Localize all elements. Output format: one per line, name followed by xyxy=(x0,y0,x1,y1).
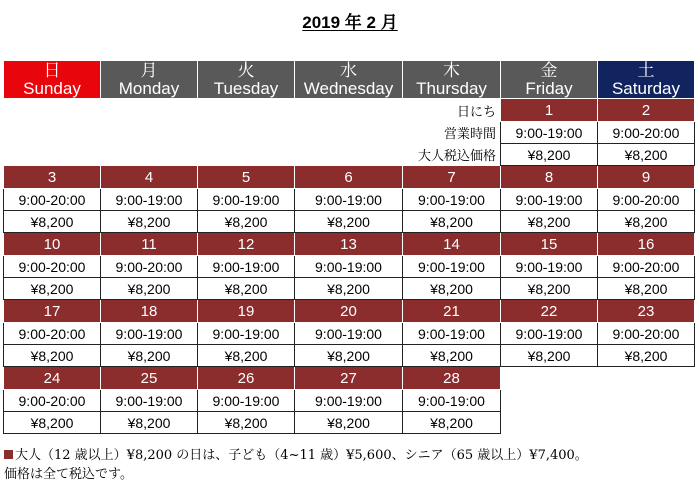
date-cell: 28 xyxy=(403,367,501,390)
hours-cell: 9:00-19:00 xyxy=(101,323,198,345)
date-cell: 21 xyxy=(403,300,501,323)
empty-cell xyxy=(598,390,695,412)
hours-cell: 9:00-19:00 xyxy=(101,189,198,211)
hours-cell: 9:00-19:00 xyxy=(501,122,598,144)
date-cell: 1 xyxy=(501,99,598,122)
price-cell: ¥8,200 xyxy=(4,278,101,300)
week-2-price-row xyxy=(4,278,695,300)
week-4-date-row xyxy=(4,367,695,390)
price-cell: ¥8,200 xyxy=(501,211,598,233)
hours-cell: 9:00-19:00 xyxy=(198,256,295,278)
price-cell: ¥8,200 xyxy=(598,144,695,166)
price-cell: ¥8,200 xyxy=(295,412,403,434)
date-cell: 6 xyxy=(295,166,403,189)
date-cell: 23 xyxy=(598,300,695,323)
price-cell: ¥8,200 xyxy=(295,278,403,300)
header-monday: 月 Monday xyxy=(101,61,198,99)
header-tuesday: 火 Tuesday xyxy=(198,61,295,99)
empty-cell xyxy=(501,390,598,412)
date-cell: 8 xyxy=(501,166,598,189)
hours-cell: 9:00-20:00 xyxy=(4,256,101,278)
price-cell: ¥8,200 xyxy=(4,345,101,367)
hours-cell: 9:00-20:00 xyxy=(101,256,198,278)
date-cell: 13 xyxy=(295,233,403,256)
empty-cell xyxy=(598,412,695,434)
footnote xyxy=(4,446,588,484)
hours-cell: 9:00-20:00 xyxy=(4,390,101,412)
price-cell: ¥8,200 xyxy=(4,211,101,233)
hours-cell: 9:00-19:00 xyxy=(403,323,501,345)
date-cell: 20 xyxy=(295,300,403,323)
hours-cell: 9:00-19:00 xyxy=(198,189,295,211)
hours-cell: 9:00-20:00 xyxy=(598,189,695,211)
price-cell: ¥8,200 xyxy=(4,412,101,434)
week-3-time-row xyxy=(4,323,695,345)
hours-cell: 9:00-20:00 xyxy=(598,256,695,278)
week-0-price-row xyxy=(4,144,695,166)
label-date: 日にち xyxy=(456,104,496,120)
empty-cell xyxy=(501,367,598,390)
header-thursday: 木 Thursday xyxy=(403,61,501,99)
header-saturday: 土 Saturday xyxy=(598,61,695,99)
hours-cell: 9:00-20:00 xyxy=(598,122,695,144)
label-hours: 営業時間 xyxy=(443,127,496,142)
week-0-hours-row xyxy=(4,122,695,144)
week-4-time-row xyxy=(4,390,695,412)
hours-cell: 9:00-19:00 xyxy=(198,323,295,345)
page-title xyxy=(0,8,700,33)
price-cell: ¥8,200 xyxy=(295,345,403,367)
week-3-price-row xyxy=(4,345,695,367)
date-cell: 4 xyxy=(101,166,198,189)
weekday-header-row xyxy=(4,61,695,99)
date-cell: 2 xyxy=(598,99,695,122)
price-cell: ¥8,200 xyxy=(501,345,598,367)
hours-cell: 9:00-19:00 xyxy=(295,390,403,412)
date-cell: 24 xyxy=(4,367,101,390)
week-1-price-row xyxy=(4,211,695,233)
calendar-table xyxy=(3,60,695,434)
week-4-price-row xyxy=(4,412,695,434)
date-cell: 16 xyxy=(598,233,695,256)
empty-cell xyxy=(501,412,598,434)
price-cell: ¥8,200 xyxy=(598,278,695,300)
hours-cell: 9:00-19:00 xyxy=(501,189,598,211)
hours-cell: 9:00-19:00 xyxy=(295,256,403,278)
header-sunday: 日 Sunday xyxy=(4,61,101,99)
hours-cell: 9:00-20:00 xyxy=(598,323,695,345)
hours-cell: 9:00-19:00 xyxy=(501,323,598,345)
price-cell: ¥8,200 xyxy=(403,345,501,367)
date-cell: 3 xyxy=(4,166,101,189)
date-cell: 5 xyxy=(198,166,295,189)
date-cell: 27 xyxy=(295,367,403,390)
date-cell: 18 xyxy=(101,300,198,323)
date-cell: 22 xyxy=(501,300,598,323)
date-cell: 11 xyxy=(101,233,198,256)
header-friday: 金 Friday xyxy=(501,61,598,99)
date-cell: 25 xyxy=(101,367,198,390)
date-cell: 9 xyxy=(598,166,695,189)
price-cell: ¥8,200 xyxy=(403,211,501,233)
price-cell: ¥8,200 xyxy=(101,211,198,233)
date-cell: 17 xyxy=(4,300,101,323)
date-cell: 14 xyxy=(403,233,501,256)
hours-cell: 9:00-19:00 xyxy=(295,323,403,345)
footnote-line-2: 価格は全て税込です。 xyxy=(4,467,133,482)
price-cell: ¥8,200 xyxy=(295,211,403,233)
date-cell: 10 xyxy=(4,233,101,256)
price-cell: ¥8,200 xyxy=(198,278,295,300)
hours-cell: 9:00-19:00 xyxy=(501,256,598,278)
price-cell: ¥8,200 xyxy=(101,278,198,300)
price-cell: ¥8,200 xyxy=(101,345,198,367)
hours-cell: 9:00-20:00 xyxy=(4,189,101,211)
hours-cell: 9:00-19:00 xyxy=(403,189,501,211)
price-cell: ¥8,200 xyxy=(198,412,295,434)
label-price: 大人税込価格 xyxy=(417,148,496,164)
price-cell: ¥8,200 xyxy=(403,412,501,434)
header-wednesday: 水 Wednesday xyxy=(295,61,403,99)
price-cell: ¥8,200 xyxy=(501,278,598,300)
footnote-line-1: 大人（12 歳以上）¥8,200 の日は、子ども（4~11 歳）¥5,600、シニア（65 歳以上）¥7,400。 xyxy=(4,446,588,465)
week-3-date-row xyxy=(4,300,695,323)
hours-cell: 9:00-19:00 xyxy=(403,390,501,412)
price-cell: ¥8,200 xyxy=(101,412,198,434)
date-cell: 7 xyxy=(403,166,501,189)
hours-cell: 9:00-20:00 xyxy=(4,323,101,345)
price-cell: ¥8,200 xyxy=(501,144,598,166)
week-2-date-row xyxy=(4,233,695,256)
week-0-date-row xyxy=(4,99,695,122)
date-cell: 26 xyxy=(198,367,295,390)
date-cell: 12 xyxy=(198,233,295,256)
hours-cell: 9:00-19:00 xyxy=(295,189,403,211)
hours-cell: 9:00-19:00 xyxy=(101,390,198,412)
month-title: 2019 年 2 月 xyxy=(302,13,398,32)
empty-cell xyxy=(598,367,695,390)
week-2-time-row xyxy=(4,256,695,278)
square-bullet-icon xyxy=(4,450,13,459)
price-cell: ¥8,200 xyxy=(403,278,501,300)
hours-cell: 9:00-19:00 xyxy=(403,256,501,278)
week-1-date-row xyxy=(4,166,695,189)
price-cell: ¥8,200 xyxy=(198,345,295,367)
price-cell: ¥8,200 xyxy=(598,211,695,233)
week-1-time-row xyxy=(4,189,695,211)
date-cell: 19 xyxy=(198,300,295,323)
hours-cell: 9:00-19:00 xyxy=(198,390,295,412)
date-cell: 15 xyxy=(501,233,598,256)
weeks-body xyxy=(4,166,695,434)
price-cell: ¥8,200 xyxy=(198,211,295,233)
price-cell: ¥8,200 xyxy=(598,345,695,367)
